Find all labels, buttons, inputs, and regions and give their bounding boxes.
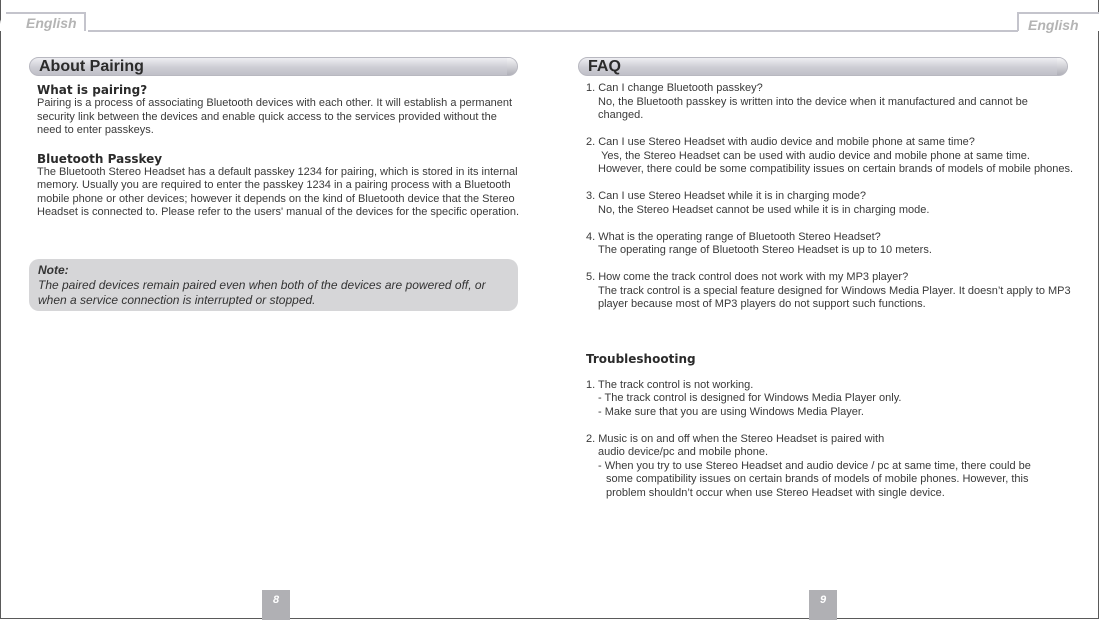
faq-question: 5. How come the track control does not work with my MP3 player? bbox=[586, 271, 909, 283]
troubleshooting-solution-cont: some compatibility issues on certain brands of models of mobile phones. However, this bbox=[606, 473, 1029, 485]
what-is-pairing-body: Pairing is a process of associating Bluetooth devices with each other. It will establish a permanent security link between the devices and enable quick access to the services provided without the need to enter passkeys. bbox=[37, 97, 513, 136]
note-box bbox=[29, 259, 518, 311]
troubleshooting-solution-cont: problem shouldn’t occur when use Stereo Headset with single device. bbox=[606, 486, 945, 499]
bluetooth-passkey-body: The Bluetooth Stereo Headset has a default passkey 1234 for pairing, which is stored in its internal memory. Usually you are required to enter the passkey 1234 in a pairing process with a Bluetooth mobile phone or other devices; however it depends on the kind of Bluetooth device that the Stereo Headset is connected to. Please refer to the users' manual of the devices for the specific operation. bbox=[37, 165, 520, 218]
page-number-right: 9 bbox=[809, 590, 837, 620]
troubleshooting-solution: - Make sure that you are using Windows Media Player. bbox=[598, 405, 864, 418]
faq-item bbox=[586, 231, 1076, 258]
faq-item bbox=[586, 136, 1076, 177]
faq-answer: No, the Stereo Headset cannot be used while it is in charging mode. bbox=[598, 203, 930, 216]
language-label-right: English bbox=[1017, 12, 1099, 31]
faq-question: 3. Can I use Stereo Headset while it is in charging mode? bbox=[586, 190, 867, 202]
section-bar-cap bbox=[1057, 58, 1067, 75]
faq-content bbox=[586, 82, 1076, 514]
faq-item bbox=[586, 271, 1076, 312]
troubleshooting-heading: Troubleshooting bbox=[586, 351, 696, 366]
top-rule-right bbox=[528, 30, 1018, 32]
troubleshooting-item bbox=[586, 379, 1076, 420]
faq-answer: The operating range of Bluetooth Stereo Headset is up to 10 meters. bbox=[598, 244, 932, 256]
what-is-pairing-heading: What is pairing? bbox=[37, 83, 148, 97]
faq-answer: The track control is a special feature designed for Windows Media Player. It doesn’t apply to MP3 player because most of MP3 players do not support such functions. bbox=[598, 284, 1074, 310]
faq-item bbox=[586, 190, 1076, 217]
bluetooth-passkey-heading: Bluetooth Passkey bbox=[37, 151, 163, 166]
troubleshooting-solution: - The track control is designed for Windows Media Player only. bbox=[598, 392, 902, 404]
faq-question: 2. Can I use Stereo Headset with audio device and mobile phone at same time? bbox=[586, 136, 975, 148]
page-number-left: 8 bbox=[262, 590, 290, 620]
note-title: Note: bbox=[38, 263, 69, 277]
faq-answer: No, the Bluetooth passkey is written into the device when it manufactured and cannot be changed. bbox=[598, 95, 1031, 121]
about-pairing-title-text: About Pairing bbox=[39, 58, 144, 75]
about-pairing-title bbox=[29, 57, 518, 76]
troubleshooting-problem: 1. The track control is not working. bbox=[586, 378, 754, 391]
language-label-left: English bbox=[0, 12, 86, 31]
troubleshooting-item bbox=[586, 433, 1076, 501]
about-pairing-content bbox=[37, 83, 521, 220]
troubleshooting-solution: - When you try to use Stereo Headset and audio device / pc at same time, there could be bbox=[598, 459, 1031, 472]
troubleshooting-problem: 2. Music is on and off when the Stereo Headset is paired with bbox=[586, 432, 885, 445]
faq-question: 1. Can I change Bluetooth passkey? bbox=[586, 82, 763, 94]
faq-title-text: FAQ bbox=[588, 58, 621, 75]
faq-item bbox=[586, 82, 1076, 123]
top-rule-left bbox=[88, 30, 528, 32]
section-bar-cap bbox=[507, 58, 517, 75]
faq-question: 4. What is the operating range of Bluetooth Stereo Headset? bbox=[586, 230, 881, 243]
faq-title bbox=[578, 57, 1068, 76]
note-body: The paired devices remain paired even when both of the devices are powered off, or when a service connection is interrupted or stopped. bbox=[38, 278, 486, 307]
faq-answer: Yes, the Stereo Headset can be used with audio device and mobile phone at same time. However, there could be some compatibility issues on certain brands of models of mobile phones. bbox=[598, 149, 1074, 175]
troubleshooting-problem-cont: audio device/pc and mobile phone. bbox=[598, 446, 769, 458]
